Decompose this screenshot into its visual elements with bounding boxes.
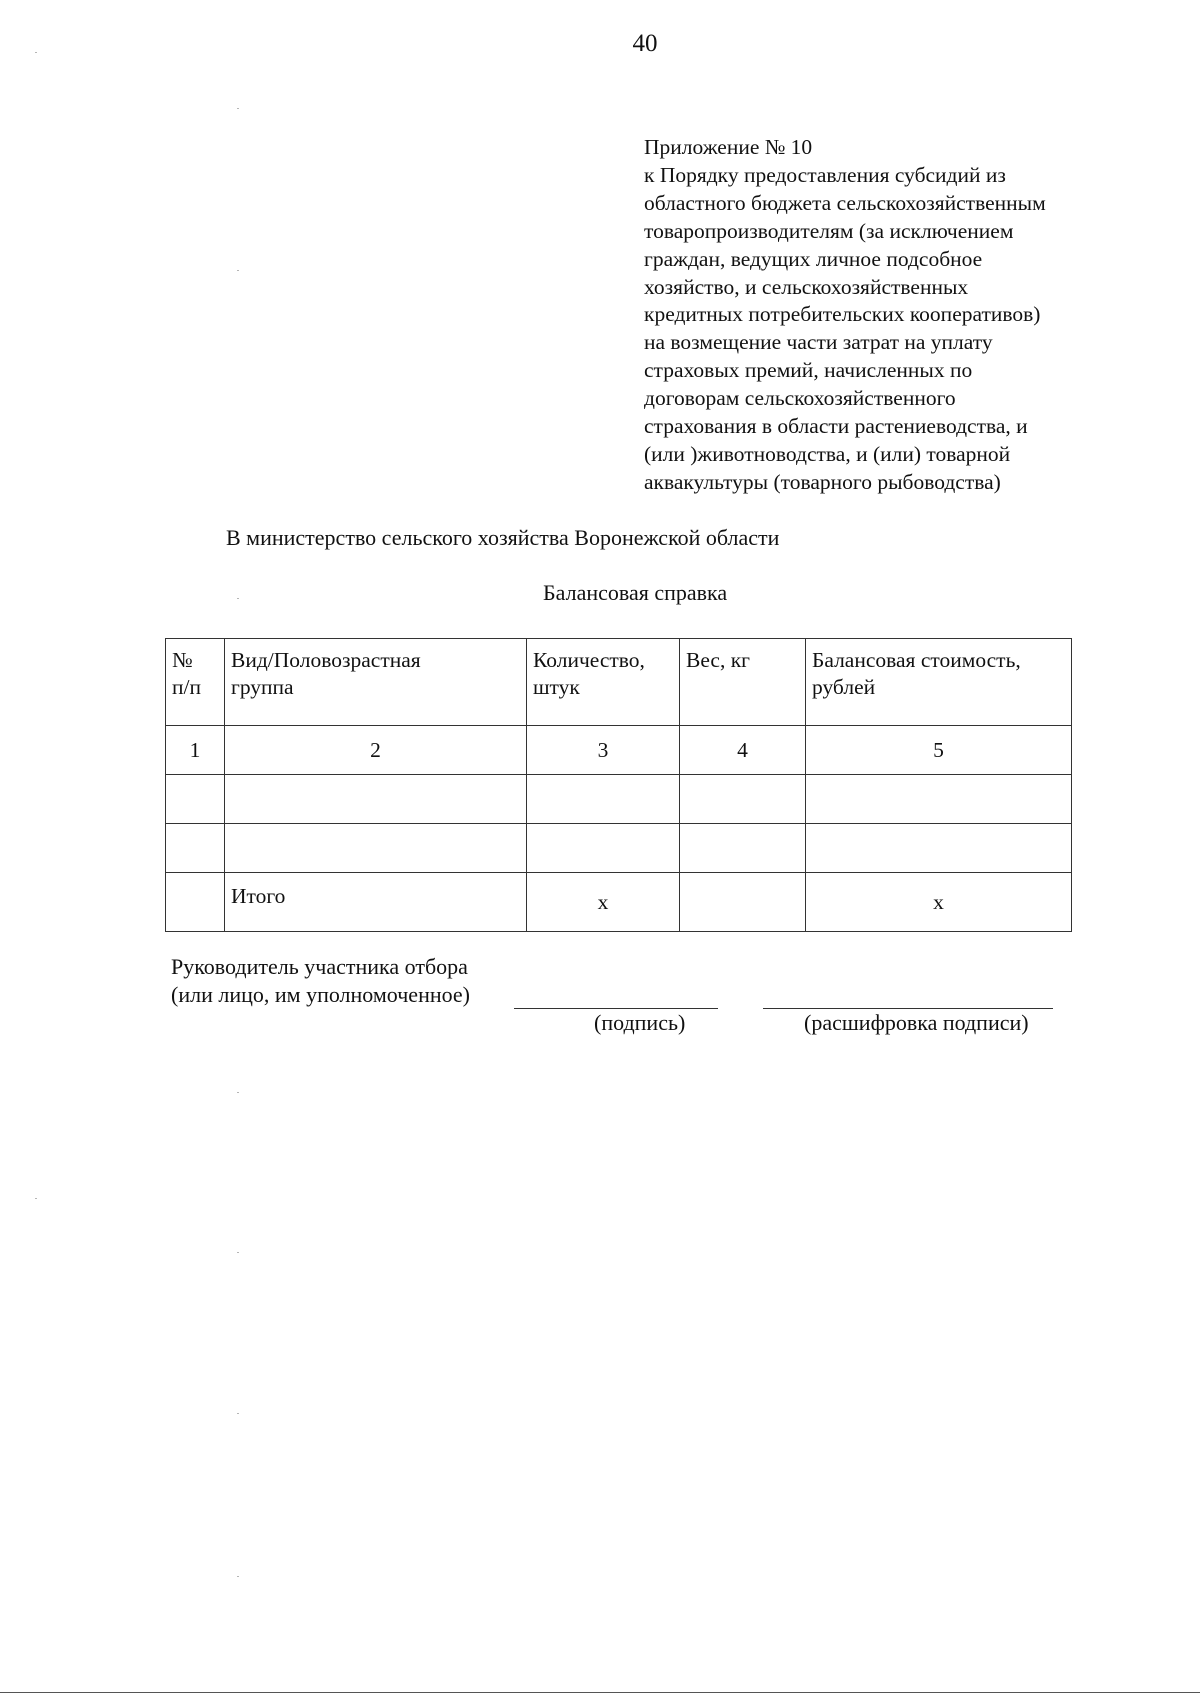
table-cell: х [806,873,1072,932]
header-cell-weight [680,639,806,726]
signature-decoding-caption: (расшифровка подписи) [804,1010,1029,1035]
header-cell-number [166,639,225,726]
appendix-line: страхования в области растениеводства, и [644,414,1028,439]
appendix-line: товаропроизводителям (за исключением [644,218,1014,243]
scan-speck [35,52,37,53]
addressee-line: В министерство сельского хозяйства Воронежской области [226,525,780,550]
signature-line [514,1008,718,1009]
page-bottom-edge [0,1692,1200,1693]
total-label: Итого [225,873,527,932]
table-cell [680,824,806,873]
table-cell [806,824,1072,873]
appendix-line: кредитных потребительских кооперативов) [644,302,1041,327]
table-cell: 4 [680,726,806,775]
appendix-line: хозяйство, и сельскохозяйственных [644,274,969,299]
document-title: Балансовая справка [543,580,728,605]
signatory-title: Руководитель участника отбора [171,954,468,979]
appendix-line: на возмещение части затрат на уплату [644,330,993,355]
table-cell [166,824,225,873]
scan-speck [237,1092,239,1093]
table-cell [225,775,527,824]
table-cell: 1 [166,726,225,775]
table-cell [806,775,1072,824]
appendix-line: аквакультуры (товарного рыбоводства) [644,469,1001,494]
table-cell: 2 [225,726,527,775]
header-text: штук [533,675,580,699]
scan-speck [237,1576,239,1577]
table-cell [166,873,225,932]
table-cell [680,775,806,824]
table-cell [225,824,527,873]
scan-speck [237,598,239,599]
appendix-line: страховых премий, начисленных по [644,358,973,383]
total-row [166,873,1072,932]
scan-speck [237,108,239,109]
table-row [166,775,1072,824]
signature-decoding-line [763,1008,1053,1009]
header-cell-group [225,639,527,726]
appendix-line: договорам сельскохозяйственного [644,386,956,411]
header-text: п/п [172,675,201,699]
table-cell: 5 [806,726,1072,775]
table-cell [166,775,225,824]
scan-speck [35,1198,37,1199]
page-number: 40 [632,30,658,57]
balance-table [165,638,1072,932]
appendix-line: к Порядку предоставления субсидий из [644,162,1006,187]
appendix-line: (или )животноводства, и (или) товарной [644,441,1011,466]
table-cell [527,775,680,824]
table-row [166,726,1072,775]
table-cell [680,873,806,932]
header-text: Количество, [533,648,645,672]
table-row [166,824,1072,873]
header-cell-value [806,639,1072,726]
header-text: № [172,648,193,672]
header-text: Вес, кг [686,648,750,672]
scan-speck [237,1413,239,1414]
scan-speck [237,270,239,271]
appendix-line: областного бюджета сельскохозяйственным [644,190,1046,215]
header-cell-quantity [527,639,680,726]
appendix-heading [644,134,1124,497]
header-text: группа [231,675,294,699]
table-cell: х [527,873,680,932]
appendix-line: Приложение № 10 [644,135,813,159]
table-cell: 3 [527,726,680,775]
table-header-row [166,639,1072,726]
table-cell [527,824,680,873]
signatory-note: (или лицо, им уполномоченное) [171,982,470,1007]
header-text: рублей [812,675,876,699]
appendix-line: граждан, ведущих личное подсобное [644,246,983,271]
signature-caption: (подпись) [594,1010,686,1035]
header-text: Вид/Половозрастная [231,648,421,672]
signature-block [171,953,470,1009]
header-text: Балансовая стоимость, [812,648,1021,672]
scan-speck [237,1252,239,1253]
